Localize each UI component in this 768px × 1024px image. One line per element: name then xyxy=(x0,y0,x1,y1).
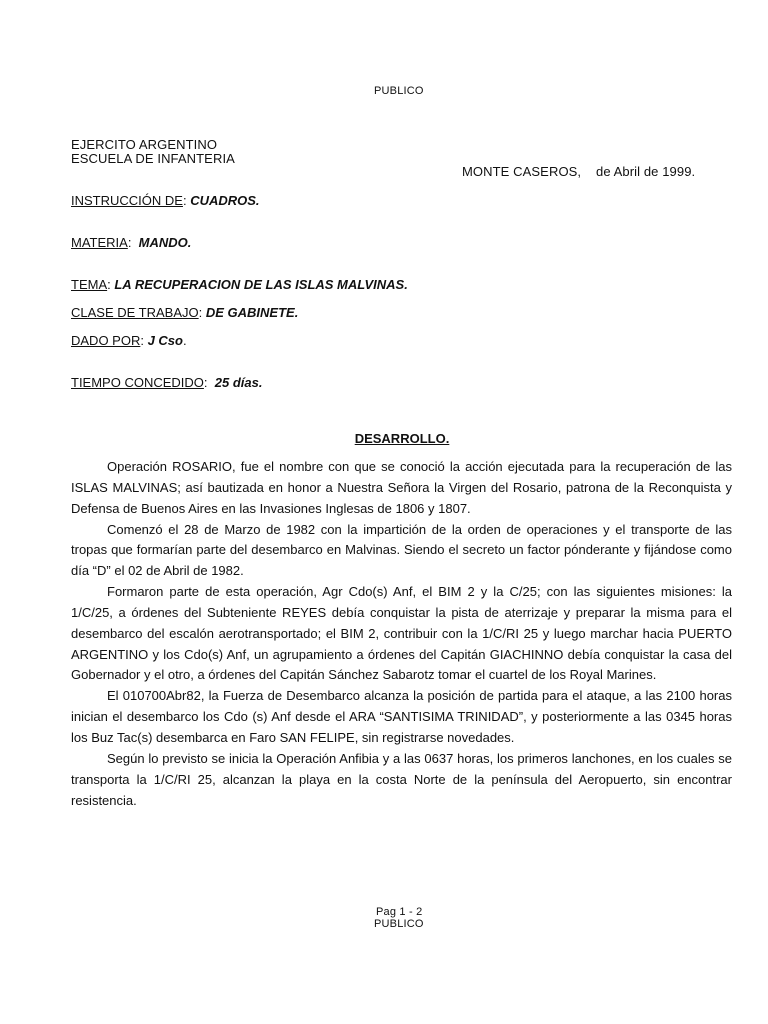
paragraph-3: Formaron parte de esta operación, Agr Cdo(s) Anf, el BIM 2 y la C/25; con las siguientes misiones: la 1/C/25, a órdenes del Subteniente REYES debía conquistar la pista de aterrizaje y preparar la misma para el desembarco del escalón aerotransportado; el BIM 2, contribuir con la 1/C/RI 25 y luego marchar hacia PUERTO ARGENTINO y los Cdo(s) Anf, un agrupamiento a órdenes del Capitán GIACHINNO debía conquistar la casa del Gobernador y el otro, a órdenes del Capitán Sánchez Sabarotz tomar el cuartel de los Royal Marines. xyxy=(71,584,732,683)
field-label: MATERIA xyxy=(71,235,128,250)
field-label: TIEMPO CONCEDIDO xyxy=(71,375,204,390)
field-materia: MATERIA: MANDO. xyxy=(71,235,192,250)
field-tiempo-concedido: TIEMPO CONCEDIDO: 25 días. xyxy=(71,375,263,390)
classification-top: PUBLICO xyxy=(374,85,424,97)
org-line-2: ESCUELA DE INFANTERIA xyxy=(71,151,235,166)
paragraph-5: Según lo previsto se inicia la Operación Anfibia y a las 0637 horas, los primeros lanchones, en los cuales se transporta la 1/C/RI 25, alcanzan la playa en la costa Norte de la península del Aeropuerto, sin encontrar resistencia. xyxy=(71,750,732,808)
field-label: DADO POR xyxy=(71,333,141,348)
field-label: TEMA xyxy=(71,277,108,292)
body-text xyxy=(71,457,732,811)
place-date: MONTE CASEROS, de Abril de 1999. xyxy=(462,164,696,179)
field-label: CLASE DE TRABAJO xyxy=(71,305,199,320)
paragraph-1: Operación ROSARIO, fue el nombre con que se conoció la acción ejecutada para la recuperación de las ISLAS MALVINAS; así bautizada en honor a Nuestra Señora la Virgen del Rosario, patrona de la Reconquista y Defensa de Buenos Aires en las Invasiones Inglesas de 1806 y 1807. xyxy=(71,459,732,516)
field-clase-de-trabajo: CLASE DE TRABAJO: DE GABINETE. xyxy=(71,305,299,320)
org-line-1: EJERCITO ARGENTINO xyxy=(71,137,218,152)
field-value: CUADROS. xyxy=(190,193,260,208)
page-number: Pag 1 - 2 xyxy=(376,906,423,918)
classification-bottom: PUBLICO xyxy=(374,918,424,930)
field-tema: TEMA: LA RECUPERACION DE LAS ISLAS MALVINAS. xyxy=(71,277,408,292)
field-value: DE GABINETE. xyxy=(205,305,299,320)
section-title: DESARROLLO. xyxy=(354,431,450,446)
field-label: INSTRUCCIÓN DE xyxy=(71,193,183,208)
field-suffix: . xyxy=(182,333,187,348)
field-value: J Cso xyxy=(147,333,183,348)
field-value: 25 días. xyxy=(214,375,263,390)
field-value: LA RECUPERACION DE LAS ISLAS MALVINAS. xyxy=(114,277,408,292)
paragraph-2: Comenzó el 28 de Marzo de 1982 con la impartición de la orden de operaciones y el transporte de las tropas que formarían parte del desembarco en Malvinas. Siendo el secreto un factor pónderante y fijándose como día “D” el 02 de Abril de 1982. xyxy=(71,521,732,579)
field-value: MANDO. xyxy=(138,235,192,250)
field-dado-por: DADO POR: J Cso. xyxy=(71,333,187,348)
paragraph-4: El 010700Abr82, la Fuerza de Desembarco alcanza la posición de partida para el ataque, a las 2100 horas inician el desembarco los Cdo (s) Anf desde el ARA “SANTISIMA TRINIDAD”, y posteriormente a las 0345 horas los Buz Tac(s) desembarca en Faro SAN FELIPE, sin registrarse novedades. xyxy=(71,688,732,745)
field-instruccion: INSTRUCCIÓN DE: CUADROS. xyxy=(71,193,260,208)
